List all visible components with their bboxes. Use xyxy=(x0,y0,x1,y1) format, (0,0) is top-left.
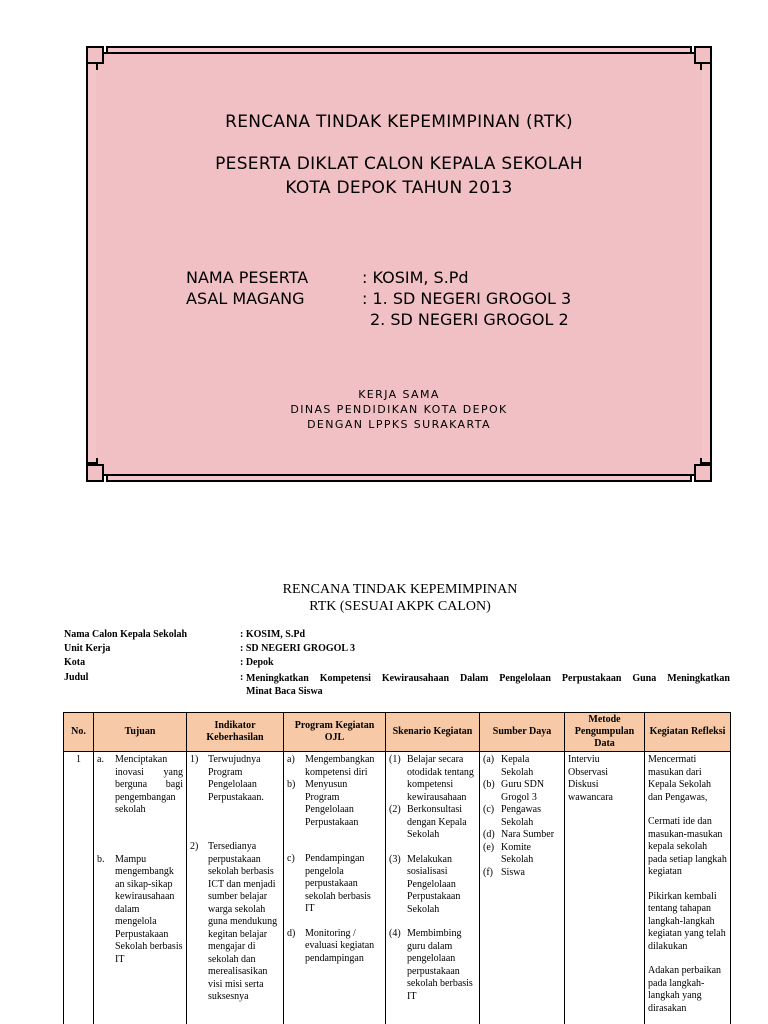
cover-title: RENCANA TINDAK KEPEMIMPINAN (RTK) xyxy=(225,112,573,132)
list-item: Mencermati masukan dari Kepala Sekolah dan Pengawas, xyxy=(648,754,712,803)
meta-nama-label: Nama Calon Kepala Sekolah xyxy=(64,629,188,640)
cell-metode xyxy=(565,752,645,1024)
list-item: (a) Kepala Sekolah xyxy=(483,754,534,778)
list-item: (2) Berkonsultasi dengan Kepala Sekolah xyxy=(389,804,467,840)
kerja-sama: KERJA SAMA xyxy=(358,388,440,401)
list-item: Diskusi xyxy=(568,779,599,790)
list-item: c) Pendampingan pengelola perpustakaan sekolah berbasis IT xyxy=(287,853,371,914)
cell-sumber xyxy=(480,752,565,1024)
table-row xyxy=(64,752,731,1024)
cell-indikator xyxy=(187,752,284,1024)
meta-judul-label: Judul xyxy=(64,672,89,683)
cell-refleksi xyxy=(645,752,731,1024)
rtk-table xyxy=(63,712,731,1024)
cell-program xyxy=(284,752,386,1024)
header-tujuan: Tujuan xyxy=(94,713,187,752)
list-item: Adakan perbaikan pada langkah-langkah yang dirasakan xyxy=(648,965,722,1014)
nama-peserta-label: NAMA PESERTA xyxy=(186,268,309,287)
judul-text-2: Minat Baca Siswa xyxy=(246,686,323,697)
list-item: a) Mengembangkan kompetensi diri xyxy=(287,754,375,778)
meta-kota-value: : Depok xyxy=(240,657,274,668)
meta-unit-label: Unit Kerja xyxy=(64,643,111,654)
list-item: (e) Komite Sekolah xyxy=(483,841,534,865)
asal-magang-label: ASAL MAGANG xyxy=(186,289,305,308)
cell-no: 1 xyxy=(64,752,94,1024)
cell-skenario xyxy=(386,752,480,1024)
asal-magang-value-1: : 1. SD NEGERI GROGOL 3 xyxy=(362,289,572,308)
cover-subtitle-1: PESERTA DIKLAT CALON KEPALA SEKOLAH xyxy=(215,154,583,174)
cover-corner-bl xyxy=(86,464,104,482)
header-metode: Metode Pengumpulan Data xyxy=(565,713,645,752)
list-item: b. Mampu mengembangk an sikap-sikap kewirausahaan dalam mengelola Perpustakaan Sekolah berbasis IT xyxy=(97,853,183,965)
cover-corner-br xyxy=(694,464,712,482)
list-item: 2) Tersedianya perpustakaan sekolah berbasis ICT dan menjadi sumber belajar warga sekolah guna mendukung kegitan belajar mengajar di sekolah dan merealisasikan visi misi serta suksesnya xyxy=(190,841,278,1002)
list-item: Pikirkan kembali tentang tahapan langkah-langkah kegiatan yang telah dilakukan xyxy=(648,890,726,952)
doc-title-2: RTK (SESUAI AKPK CALON) xyxy=(309,599,491,614)
cell-tujuan xyxy=(94,752,187,1024)
header-no: No. xyxy=(64,713,94,752)
meta-kota-label: Kota xyxy=(64,657,86,668)
list-item: (b) Guru SDN Grogol 3 xyxy=(483,779,545,803)
meta-nama-value: : KOSIM, S.Pd xyxy=(240,629,306,640)
list-item: (3) Melakukan sosialisasi Pengelolaan Perpustakaan Sekolah xyxy=(389,853,461,915)
header-refleksi: Kegiatan Refleksi xyxy=(645,713,731,752)
list-item: Cermati ide dan masukan-masukan kepala sekolah pada setiap langkah kegiatan xyxy=(648,816,727,877)
cover-corner-tr xyxy=(694,46,712,64)
header-sumber: Sumber Daya xyxy=(480,713,565,752)
header-program: Program Kegiatan OJL xyxy=(284,713,386,752)
list-item: (c) Pengawas Sekolah xyxy=(483,804,541,828)
meta-unit-value: : SD NEGERI GROGOL 3 xyxy=(240,643,356,654)
list-item: b) Menyusun Program Pengelolaan Perpustakaan xyxy=(287,779,359,828)
lppks: DENGAN LPPKS SURAKARTA xyxy=(307,418,491,431)
list-item: Observasi xyxy=(568,766,608,778)
cover-corner-tl xyxy=(86,46,104,64)
list-item: wawancara xyxy=(568,791,613,803)
list-item: (d) Nara Sumber xyxy=(483,829,555,840)
list-item: Interviu xyxy=(568,754,600,765)
asal-magang-value-2: 2. SD NEGERI GROGOL 2 xyxy=(370,310,569,329)
list-item: (4) Membimbing guru dalam pengelolaan perpustakaan sekolah berbasis IT xyxy=(389,928,473,1002)
meta-judul-colon: : xyxy=(240,672,244,683)
header-skenario: Skenario Kegiatan xyxy=(386,713,480,752)
cover-subtitle-2: KOTA DEPOK TAHUN 2013 xyxy=(285,178,513,198)
nama-peserta-value: : KOSIM, S.Pd xyxy=(362,268,469,287)
list-item: 1) Terwujudnya Program Pengelolaan Perpustakaan. xyxy=(190,754,264,803)
judul-text-1: Meningkatkan Kompetensi Kewirausahaan Dalam Pengelolaan Perpustakaan Guna Meningkatkan xyxy=(246,673,730,684)
table-header-row xyxy=(64,713,731,752)
doc-title-1: RENCANA TINDAK KEPEMIMPINAN xyxy=(282,582,518,597)
list-item: (f) Siswa xyxy=(483,866,525,878)
list-item: a. Menciptakan inovasi yang berguna bagi pengembangan sekolah xyxy=(97,754,183,815)
list-item: (1) Belajar secara otodidak tentang kompetensi kewirausahaan xyxy=(389,754,474,803)
list-item: d) Monitoring / evaluasi kegiatan pendampingan xyxy=(287,927,375,964)
header-indikator: Indikator Keberhasilan xyxy=(187,713,284,752)
dinas-pendidikan: DINAS PENDIDIKAN KOTA DEPOK xyxy=(290,403,508,416)
